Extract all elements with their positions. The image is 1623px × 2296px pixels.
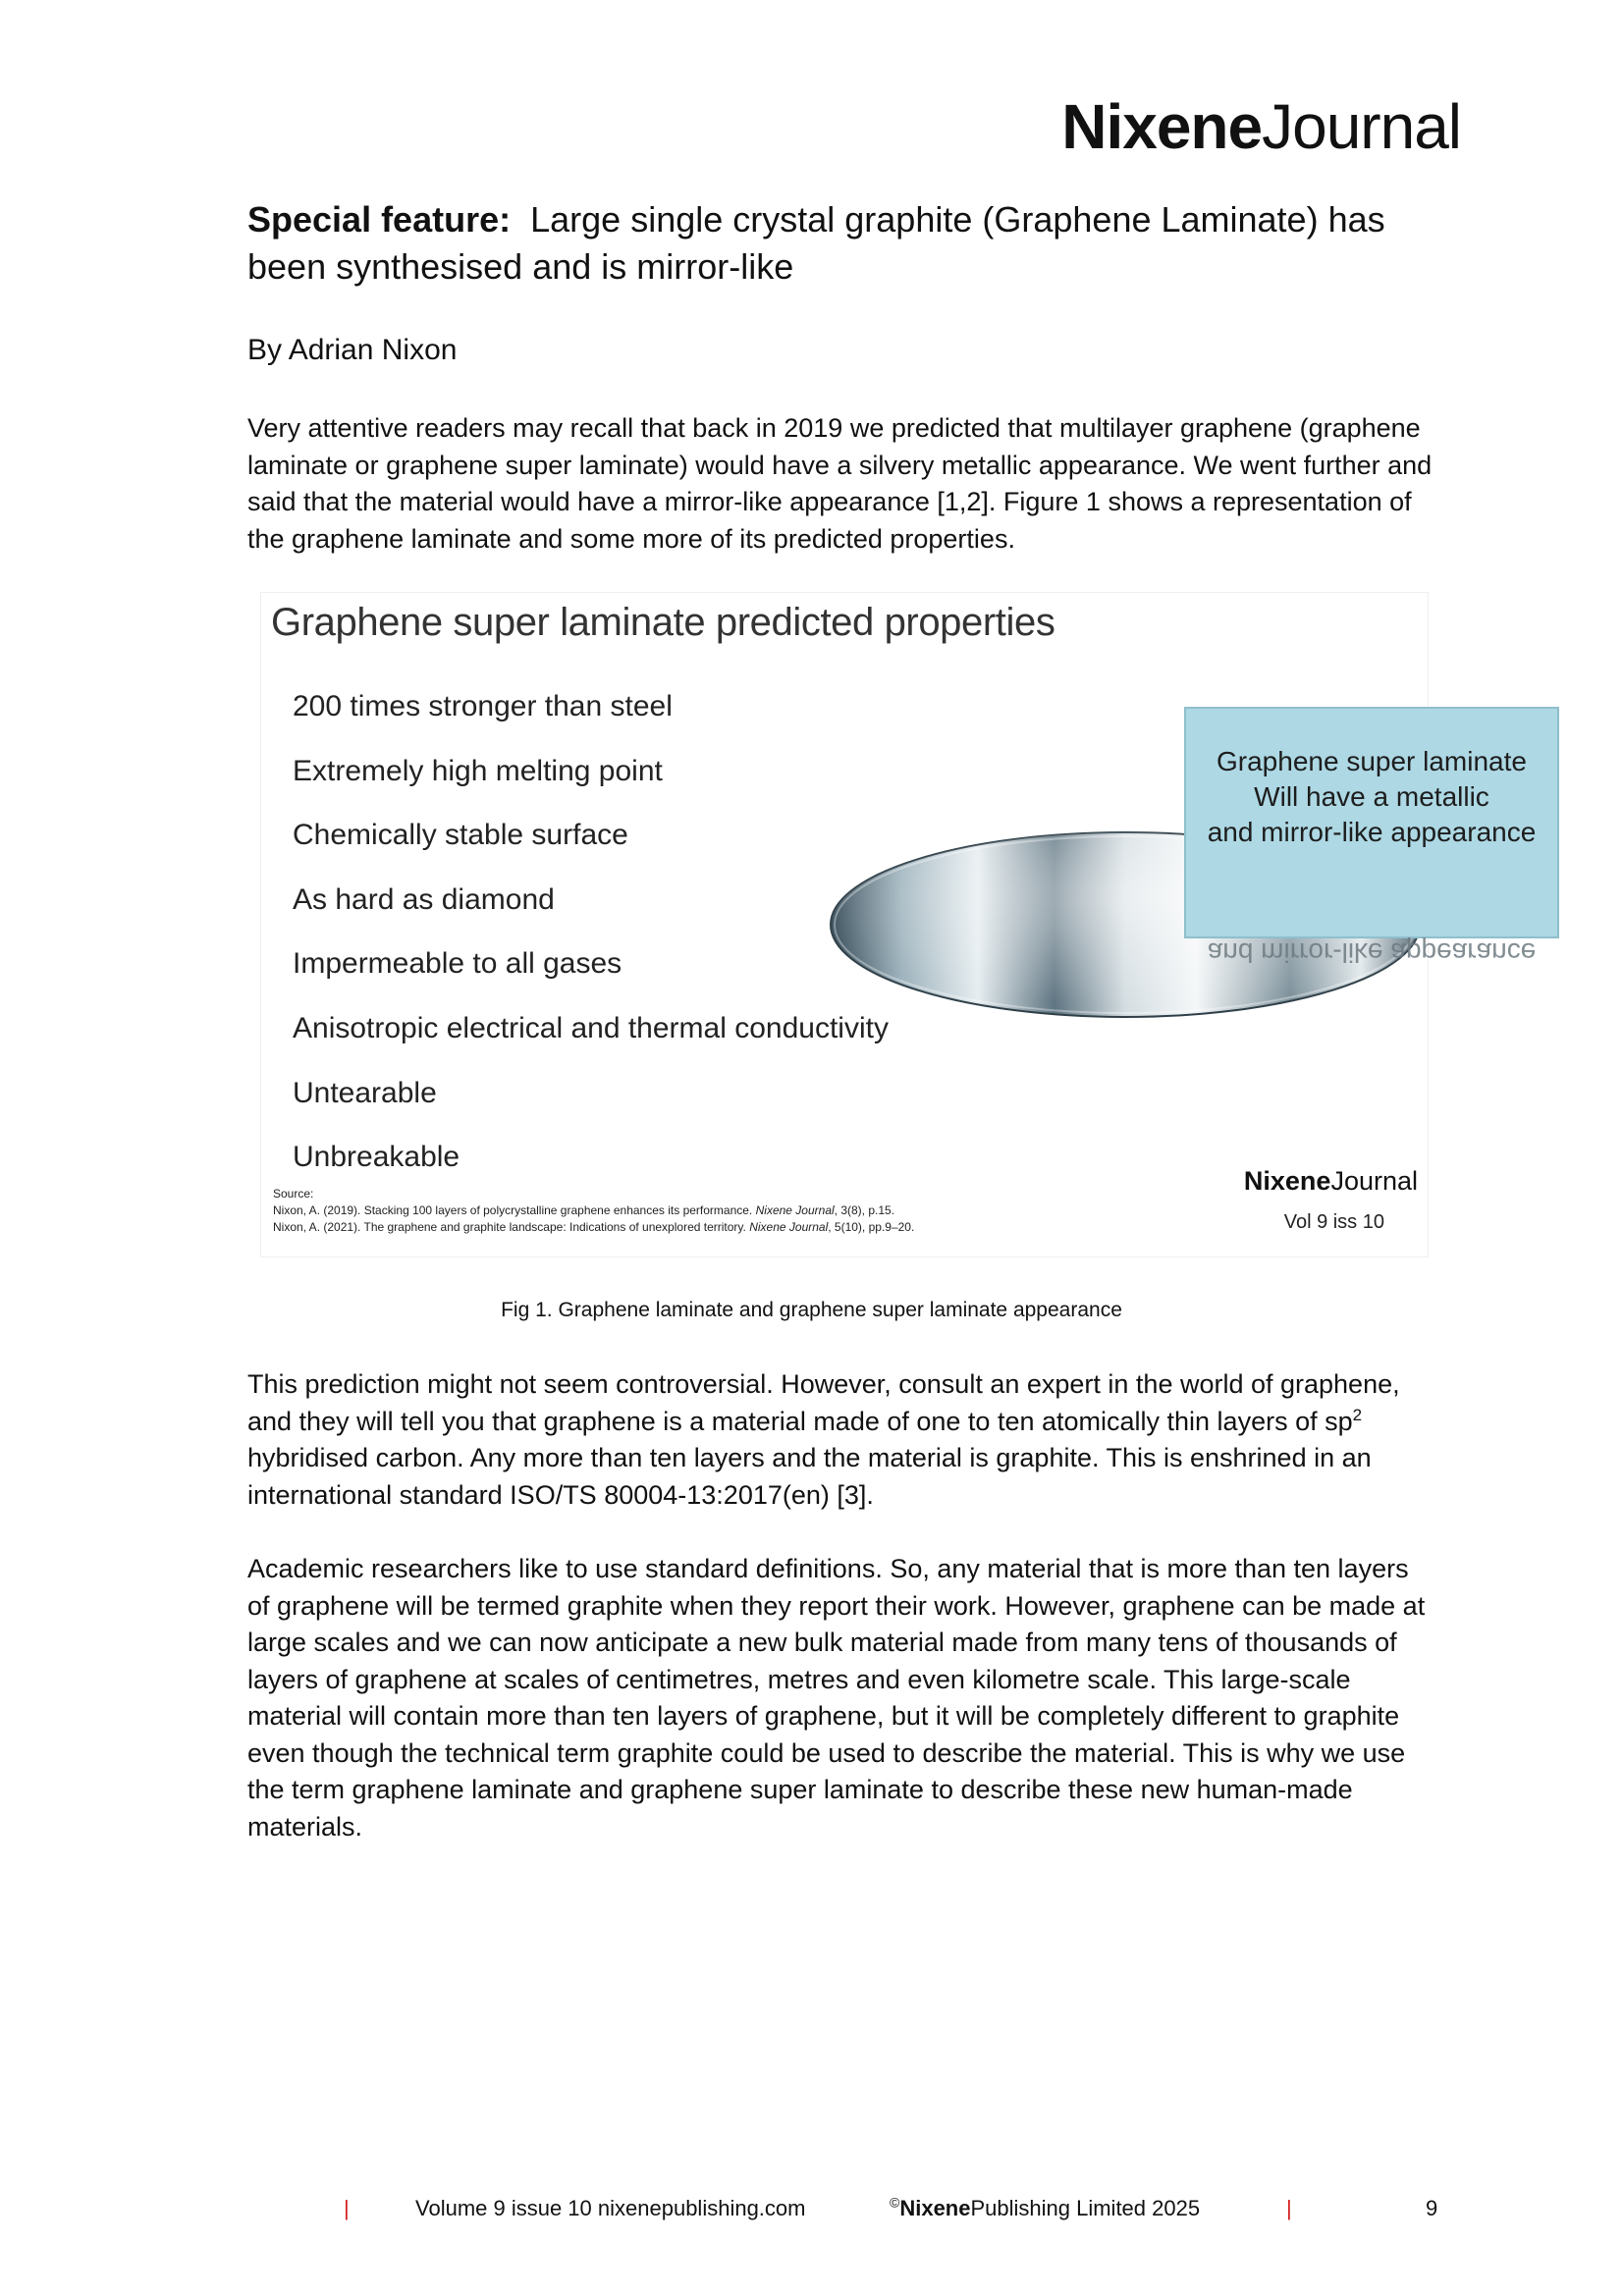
source-1-journal: Nixene Journal bbox=[755, 1203, 835, 1217]
source-1-text: Nixon, A. (2019). Stacking 100 layers of polycrystalline graphene enhances its performance. bbox=[273, 1203, 756, 1217]
page-footer bbox=[0, 2196, 1623, 2227]
figure-brand-regular: Journal bbox=[1330, 1166, 1418, 1196]
headline-text: Large single crystal graphite (Graphene Laminate) has been synthesised and is mirror-like bbox=[247, 199, 1385, 287]
publisher-bold: Nixene bbox=[899, 2196, 971, 2220]
property-item: Anisotropic electrical and thermal conductivity bbox=[293, 1011, 889, 1044]
masthead-regular: Journal bbox=[1262, 91, 1461, 162]
property-item: As hard as diamond bbox=[293, 882, 555, 916]
property-item: Chemically stable surface bbox=[293, 819, 628, 852]
footer-volume: Volume 9 issue 10 nixenepublishing.com bbox=[415, 2196, 806, 2220]
property-item: Extremely high melting point bbox=[293, 754, 663, 787]
byline: By Adrian Nixon bbox=[247, 334, 458, 366]
property-item: 200 times stronger than steel bbox=[293, 690, 673, 722]
source-2-journal: Nixene Journal bbox=[749, 1220, 829, 1234]
headline-lead: Special feature: bbox=[247, 199, 512, 240]
publisher-rest: Publishing Limited 2025 bbox=[970, 2196, 1201, 2220]
callout-line: Will have a metallic bbox=[1254, 781, 1489, 812]
article-headline bbox=[247, 196, 1426, 291]
callout-line: and mirror-like appearance bbox=[1207, 817, 1537, 847]
p2-text-start: This prediction might not seem controversial. However, consult an expert in the world of graphene, and they will tell you that graphene is a material made of one to ten atomically thin layers of sp bbox=[247, 1369, 1400, 1436]
property-item: Unbreakable bbox=[293, 1141, 460, 1174]
figure-caption: Fig 1. Graphene laminate and graphene super laminate appearance bbox=[501, 1299, 1122, 1321]
footer-copyright bbox=[890, 2196, 1200, 2221]
footer-separator-left: | bbox=[344, 2196, 350, 2220]
property-item: Untearable bbox=[293, 1076, 437, 1109]
source-2-ref: , 5(10), pp.9–20. bbox=[828, 1220, 915, 1234]
figure-title: Graphene super laminate predicted properties bbox=[271, 601, 1055, 644]
figure-brand-bold: Nixene bbox=[1243, 1166, 1331, 1196]
source-entry-2 bbox=[273, 1219, 914, 1236]
page-number: 9 bbox=[1426, 2196, 1438, 2220]
property-list bbox=[293, 689, 889, 1204]
callout-line: Graphene super laminate bbox=[1217, 746, 1527, 776]
source-entry-1 bbox=[273, 1202, 914, 1219]
source-2-text: Nixon, A. (2021). The graphene and graphite landscape: Indications of unexplored territory. bbox=[273, 1220, 750, 1234]
copyright-symbol: © bbox=[890, 2194, 900, 2211]
masthead-bold: Nixene bbox=[1061, 91, 1263, 162]
p2-text-end: hybridised carbon. Any more than ten layers and the material is graphite. This is enshrined in an international standard ISO/TS 80004-13:2017(en) [3]. bbox=[247, 1443, 1372, 1510]
footer-separator-right: | bbox=[1286, 2196, 1292, 2220]
figure-issue: Vol 9 iss 10 bbox=[1283, 1211, 1384, 1233]
figure-sources bbox=[273, 1186, 914, 1236]
p2-superscript: 2 bbox=[1352, 1405, 1363, 1424]
figure-1 bbox=[261, 593, 1537, 1256]
figure-brand-logo bbox=[1244, 1166, 1418, 1197]
paragraph-intro: Very attentive readers may recall that back in 2019 we predicted that multilayer graphene (graphene laminate or graphene super laminate) would have a silvery metallic appearance. We went further and said that the material would have a mirror-like appearance [1,2]. Figure 1 shows a representation of the graphene laminate and some more of its predicted properties. bbox=[247, 413, 1433, 554]
property-item: Impermeable to all gases bbox=[293, 947, 622, 981]
paragraph-definition bbox=[247, 1366, 1435, 1514]
mirror-illustration bbox=[827, 707, 1537, 1021]
callout-reflection: and mirror-like appearance bbox=[1207, 937, 1537, 968]
journal-masthead bbox=[1061, 90, 1461, 163]
source-label: Source: bbox=[273, 1187, 314, 1201]
source-1-ref: , 3(8), p.15. bbox=[834, 1203, 895, 1217]
paragraph-terminology: Academic researchers like to use standard definitions. So, any material that is more than ten layers of graphene will be termed graphite when they report their work. However, graphene can be made at large scales and we can now anticipate a new bulk material made from many tens of thousands of layers of graphene at scales of centimetres, metres and even kilometre scale. This large-scale material will contain more than ten layers of graphene, but it will be completely different to graphite even though the technical term graphite could be used to describe the material. This is why we use the term graphene laminate and graphene super laminate to describe these new human-made materials. bbox=[247, 1554, 1426, 1842]
callout-text bbox=[1184, 744, 1559, 850]
